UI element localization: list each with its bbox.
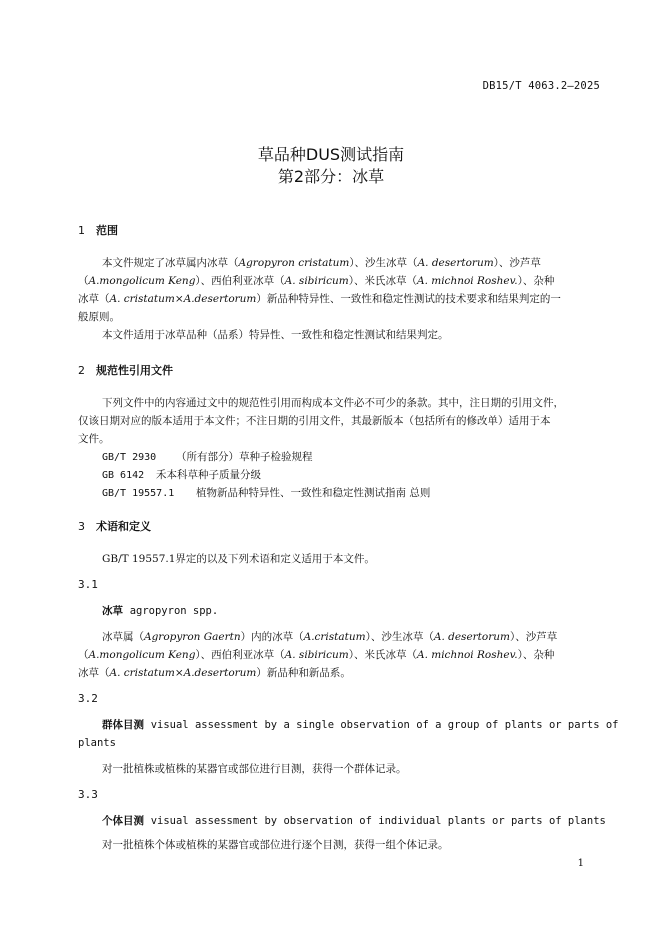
section-number: 1 [78, 224, 85, 237]
term-3-3-number: 3.3 [78, 788, 98, 801]
term-3-2-number: 3.2 [78, 692, 98, 705]
term-3-3-def: 对一批植株个体或植株的某器官或部位进行逐个目测，获得一组个体记录。 [102, 839, 449, 851]
s2-para1-line2: 仅该日期对应的版本适用于本文件；不注日期的引用文件，其最新版本（包括所有的修改单）适用于本 [78, 415, 551, 427]
document-subtitle: 第2部分：冰草 [277, 167, 385, 186]
reference-item: GB/T 2930 （所有部分）草种子检验规程 [102, 451, 313, 463]
section-title: 范围 [96, 224, 118, 237]
s3-intro: GB/T 19557.1界定的以及下列术语和定义适用于本文件。 [102, 553, 375, 565]
reference-item: GB/T 19557.1 植物新品种特异性、一致性和稳定性测试指南 总则 [102, 487, 431, 499]
term-3-1-def-line3: 冰草（A. cristatum×A.desertorum）新品种和新品系。 [78, 667, 351, 679]
term-3-1-number: 3.1 [78, 578, 98, 591]
section-title: 规范性引用文件 [96, 364, 173, 377]
s1-para1-line2: （A.mongolicum Keng）、西伯利亚冰草（A. sibiricum）、米氏冰草（A. michnoi Roshev.）、杂种 [78, 275, 555, 287]
term-3-2-title: 群体目测 visual assessment by a single observation of a group of plants or parts of [102, 719, 619, 731]
term-3-2-title-cont: plants [78, 737, 116, 749]
section-number: 3 [78, 520, 85, 533]
document-title: 草品种DUS测试指南 [257, 145, 405, 164]
section-number: 2 [78, 364, 85, 377]
s1-para1-line4: 般原则。 [78, 311, 120, 323]
reference-item: GB 6142 禾本科草种子质量分级 [102, 469, 261, 481]
term-3-1-title: 冰草 agropyron spp. [102, 605, 219, 617]
term-3-1-def-line2: （A.mongolicum Keng）、西伯利亚冰草（A. sibiricum）、米氏冰草（A. michnoi Roshev.）、杂种 [78, 649, 555, 661]
s2-para1-line3: 文件。 [78, 433, 110, 445]
s1-para1-line1: 本文件规定了冰草属内冰草（Agropyron cristatum）、沙生冰草（A. desertorum）、沙芦草 [102, 257, 541, 269]
page-number: 1 [577, 858, 584, 869]
section-title: 术语和定义 [96, 520, 151, 533]
term-3-1-def-line1: 冰草属（Agropyron Gaertn）内的冰草（A.cristatum）、沙生冰草（A. desertorum）、沙芦草 [102, 631, 558, 643]
section-1-heading [78, 222, 118, 238]
term-3-3-title: 个体目测 visual assessment by observation of individual plants or parts of plants [102, 815, 606, 827]
section-3-heading [78, 518, 151, 534]
s1-para1-line3: 冰草（A. cristatum×A.desertorum）新品种特异性、一致性和稳定性测试的技术要求和结果判定的一 [78, 293, 561, 305]
section-2-heading [78, 362, 173, 378]
s2-para1-line1: 下列文件中的内容通过文中的规范性引用而构成本文件必不可少的条款。其中，注日期的引用文件， [102, 397, 564, 409]
term-3-2-def: 对一批植株或植株的某器官或部位进行目测，获得一个群体记录。 [102, 763, 407, 775]
s1-para2: 本文件适用于冰草品种（品系）特异性、一致性和稳定性测试和结果判定。 [102, 329, 449, 341]
standard-number: DB15/T 4063.2—2025 [482, 80, 600, 92]
